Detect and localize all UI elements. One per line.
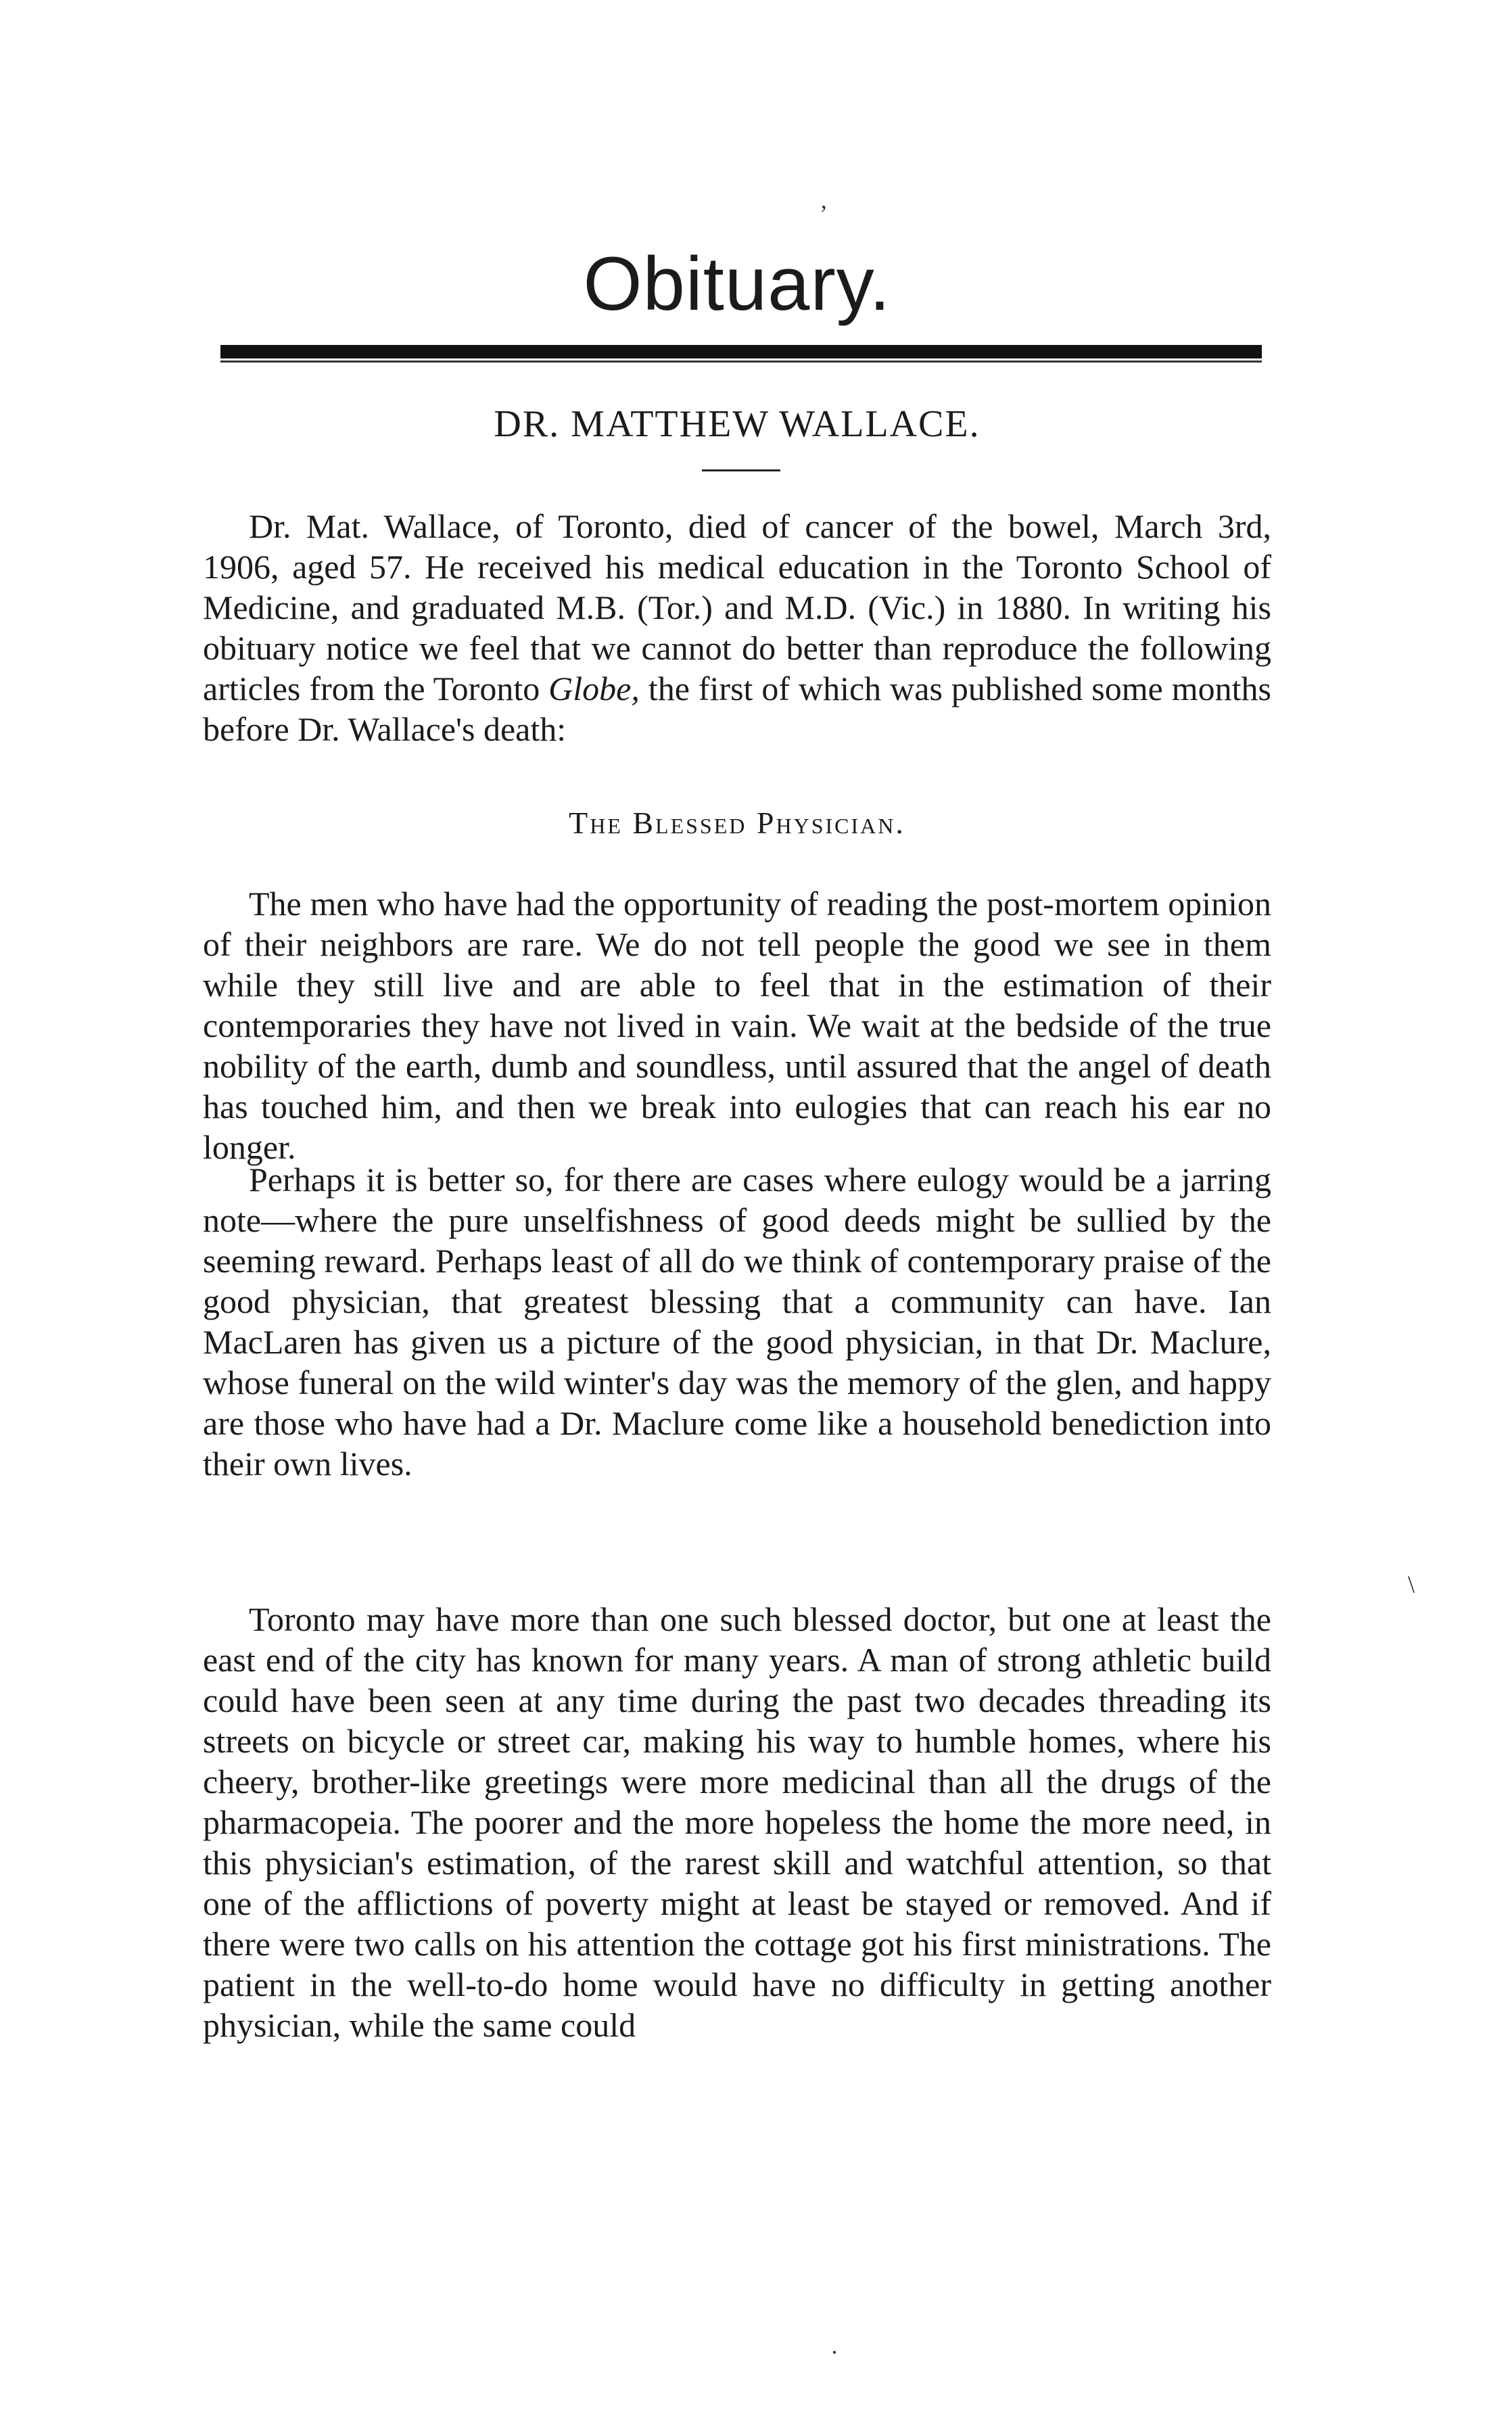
body-paragraph: The men who have had the opportunity of reading the post-mortem opinion of their neighbors are rare. We do not tell people the good we see in them while they still live and are able to feel that in the estimation of their contemporaries they have not lived in vain. We wait at the bedside of the true nobility of the earth, dumb and soundless, until assured that the angel of death has touched him, and then we break into eulogies that can reach his ear no longer. xyxy=(203,885,1271,1166)
short-rule xyxy=(702,469,780,471)
thick-rule xyxy=(220,345,1262,358)
print-speck: ʼ xyxy=(820,200,828,227)
print-speck: · xyxy=(830,2339,838,2366)
intro-text-start: Dr. Mat. Wallace, of Toronto, died of cancer of the bowel, March 3rd, 1906, aged 57. He received his medical education in the Toronto School of Medicine, and graduated M.B. (Tor.) and M.D. (Vic.) in 1880. In writing his obituary notice we feel that we cannot do better than reproduce the following articles from the Toronto xyxy=(203,507,1271,707)
body-paragraph: Toronto may have more than one such blessed doctor, but one at least the east end of the city has known for many years. A man of strong athletic build could have been seen at any time during the past two decades threading its streets on bicycle or street car, making his way to humble homes, where his cheery, brother-like greetings were more medicinal than all the drugs of the pharmacopeia. The poorer and the more hopeless the home the more need, in this physician's estimation, of the rarest skill and watchful attention, so that one of the afflictions of poverty might at least be stayed or removed. And if there were two calls on his attention the cottage got his first ministrations. The patient in the well-to-do home would have no difficulty in getting another physician, while the same could xyxy=(203,1600,1271,2044)
article-subheading: The Blessed Physician. xyxy=(569,806,905,840)
body-paragraph: Perhaps it is better so, for there are cases where eulogy would be a jarring note—where the pure unselfishness of good deeds might be sullied by the seeming reward. Perhaps least of all do we think of contemporary praise of the good physician, that greatest blessing that a community can have. Ian MacLaren has given us a picture of the good physician, in that Dr. Maclure, whose funeral on the wild winter's day was the memory of the glen, and happy are those who have had a Dr. Maclure come like a household benediction into their own lives. xyxy=(203,1161,1271,1483)
obituary-heading: DR. MATTHEW WALLACE. xyxy=(494,403,981,445)
newspaper-name: Globe, xyxy=(548,670,640,707)
intro-paragraph xyxy=(203,506,1271,749)
thin-rule xyxy=(220,361,1262,363)
section-title: Obituary. xyxy=(583,241,891,326)
intro-text-end: the first of which was published some months before Dr. Wallace's death: xyxy=(203,670,1271,748)
print-speck: \ xyxy=(1408,1571,1415,1598)
